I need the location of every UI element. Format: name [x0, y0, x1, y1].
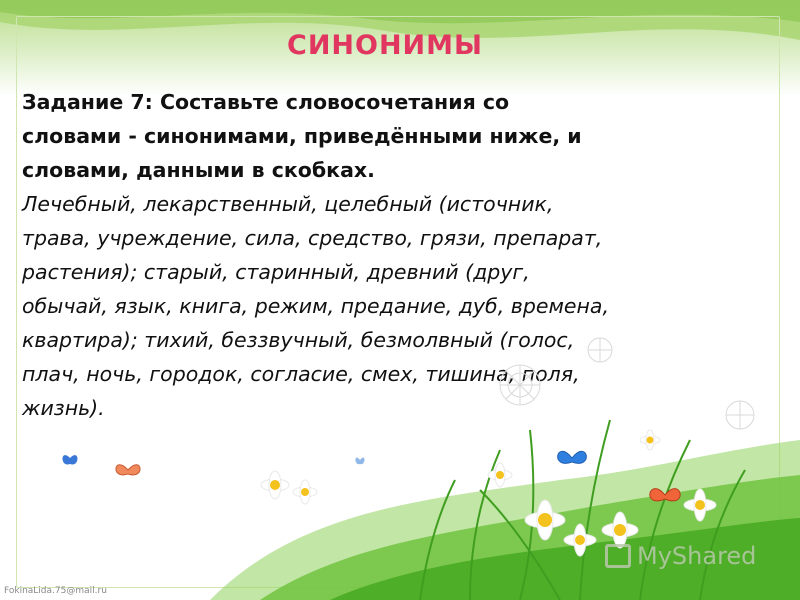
task-words-line: Лечебный, лекарственный, целебный (источник, — [22, 192, 554, 216]
dandelion-icon — [500, 338, 754, 429]
author-watermark: FokinaLida.75@mail.ru — [4, 586, 107, 596]
task-words-line: растения); старый, старинный, древний (друг, — [22, 260, 530, 284]
task-words-line: жизнь). — [22, 396, 105, 420]
task-heading-line: Задание 7: Составьте словосочетания со — [22, 90, 510, 114]
task-heading-line: словами - синонимами, приведёнными ниже, и — [22, 124, 582, 148]
butterfly-icon — [356, 458, 365, 465]
task-heading — [22, 85, 762, 187]
task-heading-line: словами, данными в скобках. — [22, 158, 375, 182]
slide-title: СИНОНИМЫ — [287, 30, 483, 61]
task-words-line: плач, ночь, городок, согласие, смех, тишина, поля, — [22, 362, 580, 386]
task-words-line: обычай, язык, книга, режим, предание, дуб, времена, — [22, 294, 610, 318]
butterfly-icon — [63, 455, 78, 464]
butterfly-icon — [116, 465, 140, 475]
presentation-icon — [605, 544, 631, 568]
butterfly-icon — [558, 451, 587, 463]
myshared-logo — [605, 540, 756, 572]
task-words-line: квартира); тихий, беззвучный, безмолвный (голос, — [22, 328, 575, 352]
logo-text: MyShared — [637, 542, 757, 570]
task-words-line: трава, учреждение, сила, средство, грязи, препарат, — [22, 226, 603, 250]
grass-icon — [210, 420, 800, 600]
